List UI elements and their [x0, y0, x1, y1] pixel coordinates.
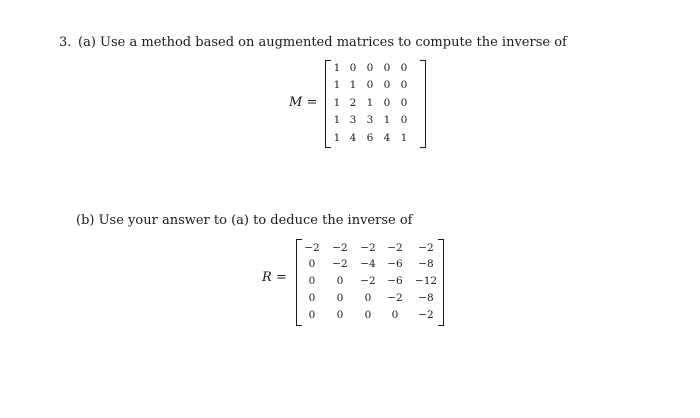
matrix-r-cell: 0 [308, 258, 316, 270]
matrix-r-cell: −2 [418, 242, 434, 254]
matrix-m-cell: 3 [349, 114, 357, 126]
matrix-r-cell: −2 [360, 275, 376, 287]
matrix-r-cell: −6 [387, 275, 403, 287]
matrix-r-cell: 0 [308, 309, 316, 321]
matrix-m-cell: 3 [366, 114, 374, 126]
matrix-r-cell: 0 [336, 292, 344, 304]
part-a-prompt: (a) Use a method based on augmented matrices to compute the inverse of [78, 35, 567, 50]
matrix-m-cell: 2 [349, 97, 357, 109]
part-b-prompt: (b) Use your answer to (a) to deduce the inverse of [76, 213, 413, 228]
matrix-r-cells [296, 239, 444, 326]
matrix-m-cell: 1 [349, 79, 357, 91]
matrix-m-cell: 0 [366, 79, 374, 91]
matrix-m-cell: 0 [383, 62, 391, 74]
matrix-r-cell: −12 [414, 275, 438, 287]
matrix-r [296, 239, 444, 326]
matrix-m [325, 60, 426, 148]
matrix-r-cell: 0 [336, 309, 344, 321]
matrix-m-cell: 1 [333, 79, 341, 91]
matrix-r-cell: −6 [387, 258, 403, 270]
matrix-m-cell: 4 [383, 132, 391, 144]
matrix-m-cell: 0 [366, 62, 374, 74]
matrix-m-cell: 0 [349, 62, 357, 74]
matrix-m-equals: = [306, 95, 318, 110]
matrix-m-cell: 0 [400, 79, 408, 91]
matrix-r-cell: −2 [304, 242, 320, 254]
matrix-r-cell: 0 [308, 292, 316, 304]
matrix-r-right-bracket [438, 239, 444, 326]
matrix-m-cell: 6 [366, 132, 374, 144]
matrix-m-cell: 0 [400, 97, 408, 109]
matrix-m-cell: 1 [333, 132, 341, 144]
matrix-m-cell: 1 [333, 114, 341, 126]
matrix-m-cell: 1 [333, 62, 341, 74]
matrix-m-right-bracket [420, 60, 426, 148]
matrix-m-cell: 0 [383, 79, 391, 91]
matrix-r-cell: −8 [418, 258, 434, 270]
matrix-m-cell: 1 [383, 114, 391, 126]
matrix-m-cell: 1 [400, 132, 408, 144]
matrix-m-cell: 0 [383, 97, 391, 109]
matrix-r-cell: −8 [418, 292, 434, 304]
matrix-r-label [262, 270, 287, 285]
matrix-r-cell: 0 [364, 309, 372, 321]
matrix-m-cell: 0 [400, 62, 408, 74]
matrix-m-cell: 1 [333, 97, 341, 109]
matrix-r-cell: −2 [360, 242, 376, 254]
matrix-m-cell: 4 [349, 132, 357, 144]
matrix-r-cell: 0 [364, 292, 372, 304]
matrix-r-cell: −4 [360, 258, 376, 270]
matrix-r-cell: 0 [308, 275, 316, 287]
matrix-m-cell: 0 [400, 114, 408, 126]
matrix-r-cell: 0 [391, 309, 399, 321]
matrix-r-cell: −2 [418, 309, 434, 321]
matrix-r-equals: = [275, 270, 287, 285]
matrix-r-cell: −2 [387, 292, 403, 304]
question-number: 3. [59, 35, 72, 50]
matrix-m-cell: 1 [366, 97, 374, 109]
matrix-r-cell: −2 [332, 258, 348, 270]
matrix-r-cell: −2 [387, 242, 403, 254]
matrix-r-cell: 0 [336, 275, 344, 287]
matrix-m-symbol: M [289, 95, 303, 110]
matrix-m-cells [325, 60, 426, 148]
matrix-r-symbol: R [262, 270, 272, 285]
matrix-r-cell: −2 [332, 242, 348, 254]
matrix-m-label [289, 95, 317, 110]
